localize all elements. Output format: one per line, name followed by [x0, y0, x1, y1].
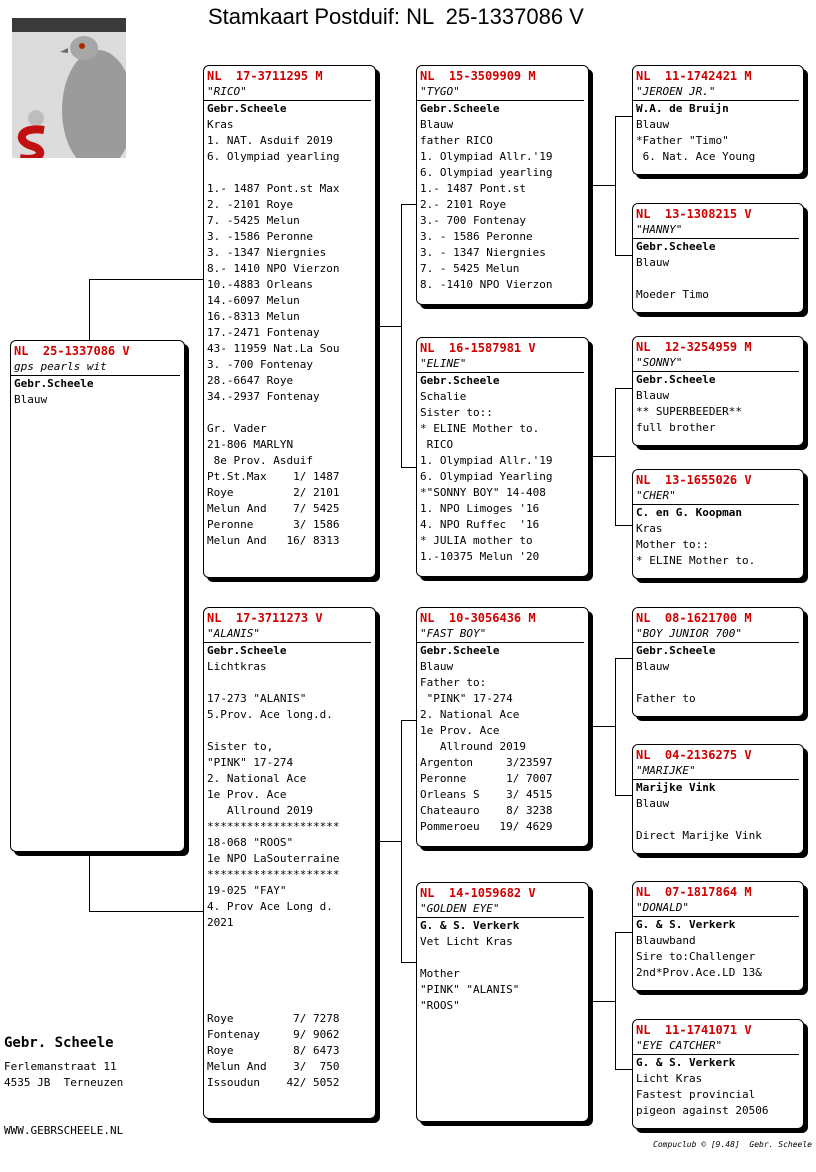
note-line: 2. -2101 Roye — [207, 198, 294, 211]
note-line: ******************** — [207, 820, 340, 833]
connector-line — [591, 185, 616, 186]
note-line: Blauw — [636, 256, 670, 269]
note-line: * ELINE Mother to. — [420, 422, 540, 435]
note-line: Allround 2019 — [207, 804, 313, 817]
note-line: 6. Olympiad yearling — [420, 166, 553, 179]
sire-dam-dam-card — [632, 469, 804, 579]
pigeon-logo-icon — [12, 18, 126, 170]
connector-line — [591, 456, 616, 457]
note-line: 6. Olympiad yearling — [207, 150, 340, 163]
note-line: 1e NPO LaSouterraine — [207, 852, 340, 865]
note-line — [207, 723, 375, 739]
pigeon-name: "CHER" — [633, 489, 799, 505]
software-credit: Compuclub © [9.48] Gebr. Scheele — [653, 1140, 812, 1149]
note-line: Fontenay 9/ 9062 — [207, 1028, 340, 1041]
note-line: 1e Prov. Ace — [420, 724, 500, 737]
dam-sire-card — [416, 607, 589, 847]
note-line: 1.- 1487 Pont.st Max — [207, 182, 340, 195]
note-line: Blauw — [636, 389, 670, 402]
note-line: Sister to, — [207, 740, 274, 753]
note-line: 2nd*Prov.Ace.LD 13& — [636, 966, 762, 979]
club-logo — [12, 18, 126, 170]
pigeon-notes — [204, 117, 375, 549]
note-line: Roye 7/ 7278 — [207, 1012, 340, 1025]
note-line: 17.-2471 Fontenay — [207, 326, 320, 339]
note-line: 3. - 1586 Peronne — [420, 230, 533, 243]
connector-line — [615, 525, 633, 526]
ring-number: NL 12-3254959 M — [636, 340, 752, 354]
note-line: 2021 — [207, 916, 234, 929]
ring-number: NL 04-2136275 V — [636, 748, 752, 762]
connector-line — [378, 326, 402, 327]
connector-line — [89, 911, 204, 912]
note-line: Peronne 3/ 1586 — [207, 518, 340, 531]
note-line: Blauw — [636, 660, 670, 673]
ring-number: NL 11-1741071 V — [636, 1023, 752, 1037]
note-line: Blauw — [420, 118, 454, 131]
note-line: Mother to:: — [636, 538, 709, 551]
dam-sire-sire-card — [632, 607, 804, 717]
note-line: 17-273 "ALANIS" — [207, 692, 307, 705]
note-line — [207, 675, 375, 691]
note-line: 2. National Ace — [420, 708, 520, 721]
note-line: Orleans S 3/ 4515 — [420, 788, 553, 801]
dam-card — [203, 607, 376, 1119]
ring-number: NL 15-3509909 M — [420, 69, 536, 83]
note-line: Blauw — [14, 393, 48, 406]
connector-line — [591, 726, 616, 727]
connector-line — [615, 116, 633, 117]
note-line: 3. -1586 Peronne — [207, 230, 313, 243]
dam-dam-dam-card — [632, 1019, 804, 1129]
note-line: Father to — [636, 692, 696, 705]
breeder-name: Gebr.Scheele — [420, 644, 500, 657]
note-line: 2.- 2101 Roye — [420, 198, 507, 211]
note-line: 34.-2937 Fontenay — [207, 390, 320, 403]
sire-dam-sire-card — [632, 336, 804, 446]
pigeon-notes — [204, 659, 375, 1091]
note-line: 8e Prov. Asduif — [207, 454, 313, 467]
note-line: full brother — [636, 421, 716, 434]
note-line — [207, 165, 375, 181]
note-line: Roye 8/ 6473 — [207, 1044, 340, 1057]
note-line: Moeder Timo — [636, 288, 709, 301]
connector-line — [615, 388, 633, 389]
breeder-name: Gebr.Scheele — [207, 102, 287, 115]
note-line: Fastest provincial — [636, 1088, 756, 1101]
ring-number: NL 25-1337086 V — [14, 344, 130, 358]
breeder-name: Marijke Vink — [636, 781, 716, 794]
note-line: 21-806 MARLYN — [207, 438, 294, 451]
note-line: 7. -5425 Melun — [207, 214, 300, 227]
note-line: 3.- 700 Fontenay — [420, 214, 526, 227]
note-line: * ELINE Mother to. — [636, 554, 756, 567]
note-line: Sire to:Challenger — [636, 950, 756, 963]
breeder-name: Gebr.Scheele — [636, 644, 716, 657]
note-line: Issoudun 42/ 5052 — [207, 1076, 340, 1089]
pigeon-notes — [633, 388, 803, 436]
pigeon-name: "BOY JUNIOR 700" — [633, 627, 799, 643]
pigeon-notes — [417, 659, 588, 835]
sire-sire-card — [416, 65, 589, 305]
pigeon-notes — [633, 117, 803, 165]
note-line: Chateauro 8/ 3238 — [420, 804, 553, 817]
note-line: Licht Kras — [636, 1072, 703, 1085]
website-link[interactable]: WWW.GEBRSCHEELE.NL — [4, 1124, 124, 1137]
sire-sire-dam-card — [632, 203, 804, 313]
note-line: Mother — [420, 967, 460, 980]
note-line — [207, 405, 375, 421]
ring-number: NL 08-1621700 M — [636, 611, 752, 625]
connector-line — [591, 1001, 616, 1002]
note-line: 1.-10375 Melun '20 — [420, 550, 540, 563]
note-line — [207, 947, 375, 963]
note-line: 43- 11959 Nat.La Sou — [207, 342, 340, 355]
connector-line — [615, 795, 633, 796]
connector-line — [378, 841, 402, 842]
note-line: Pommeroeu 19/ 4629 — [420, 820, 553, 833]
ring-number: NL 17-3711273 V — [207, 611, 323, 625]
note-line: 14.-6097 Melun — [207, 294, 300, 307]
ring-number: NL 16-1587981 V — [420, 341, 536, 355]
note-line: father RICO — [420, 134, 493, 147]
note-line: Gr. Vader — [207, 422, 267, 435]
note-line — [636, 271, 803, 287]
note-line: Schalie — [420, 390, 467, 403]
note-line: Vet Licht Kras — [420, 935, 513, 948]
note-line: ******************** — [207, 868, 340, 881]
dam-dam-card — [416, 882, 589, 1122]
note-line — [207, 931, 375, 947]
owner-name: Gebr. Scheele — [4, 1035, 114, 1051]
connector-line — [89, 279, 90, 341]
note-line: Father to: — [420, 676, 487, 689]
breeder-name: Gebr.Scheele — [14, 377, 94, 390]
connector-line — [401, 962, 417, 963]
pigeon-notes — [11, 392, 184, 408]
breeder-name: Gebr.Scheele — [420, 102, 500, 115]
note-line: Melun And 3/ 750 — [207, 1060, 340, 1073]
connector-line — [401, 204, 417, 205]
note-line — [420, 950, 588, 966]
connector-line — [615, 1069, 633, 1070]
dam-dam-sire-card — [632, 881, 804, 991]
pigeon-notes — [417, 389, 588, 565]
note-line: Kras — [207, 118, 234, 131]
pigeon-name: "RICO" — [204, 85, 371, 101]
note-line: 7. - 5425 Melun — [420, 262, 520, 275]
pigeon-notes — [633, 1071, 803, 1119]
page-title: Stamkaart Postduif: NL 25-1337086 V — [208, 4, 584, 29]
note-line: 3. -1347 Niergnies — [207, 246, 327, 259]
note-line — [636, 675, 803, 691]
note-line: 1.- 1487 Pont.st — [420, 182, 526, 195]
pigeon-name: "SONNY" — [633, 356, 799, 372]
note-line: ** SUPERBEEDER** — [636, 405, 742, 418]
note-line: 5.Prov. Ace long.d. — [207, 708, 333, 721]
note-line: Roye 2/ 2101 — [207, 486, 340, 499]
dam-sire-dam-card — [632, 744, 804, 854]
connector-line — [401, 204, 402, 467]
pigeon-notes — [417, 117, 588, 293]
breeder-name: Gebr.Scheele — [420, 374, 500, 387]
subject-pigeon-card — [10, 340, 185, 852]
note-line: Pt.St.Max 1/ 1487 — [207, 470, 340, 483]
note-line — [207, 963, 375, 979]
breeder-name: W.A. de Bruijn — [636, 102, 729, 115]
pigeon-name: "ELINE" — [417, 357, 584, 373]
note-line — [207, 995, 375, 1011]
note-line: 1. Olympiad Allr.'19 — [420, 150, 553, 163]
note-line: 1. NAT. Asduif 2019 — [207, 134, 333, 147]
breeder-name: G. & S. Verkerk — [636, 1056, 736, 1069]
note-line: Blauw — [420, 660, 454, 673]
note-line: 6. Nat. Ace Young — [636, 150, 756, 163]
pigeon-notes — [633, 521, 803, 569]
note-line: 8.- 1410 NPO Vierzon — [207, 262, 340, 275]
note-line: *Father "Timo" — [636, 134, 729, 147]
note-line: RICO — [420, 438, 454, 451]
note-line: 6. Olympiad Yearling — [420, 470, 553, 483]
pigeon-name: "MARIJKE" — [633, 764, 799, 780]
note-line: 16.-8313 Melun — [207, 310, 300, 323]
note-line: Blauwband — [636, 934, 696, 947]
note-line: * JULIA mother to — [420, 534, 533, 547]
note-line: Sister to:: — [420, 406, 493, 419]
ring-number: NL 13-1308215 V — [636, 207, 752, 221]
note-line: 28.-6647 Roye — [207, 374, 294, 387]
breeder-name: Gebr.Scheele — [636, 240, 716, 253]
pigeon-notes — [633, 255, 803, 303]
note-line: Blauw — [636, 797, 670, 810]
connector-line — [89, 279, 204, 280]
breeder-name: C. en G. Koopman — [636, 506, 742, 519]
connector-line — [89, 851, 90, 912]
ring-number: NL 07-1817864 M — [636, 885, 752, 899]
sire-card — [203, 65, 376, 578]
breeder-name: Gebr.Scheele — [207, 644, 287, 657]
note-line — [636, 812, 803, 828]
note-line: 3. - 1347 Niergnies — [420, 246, 546, 259]
note-line — [207, 979, 375, 995]
note-line: 1. Olympiad Allr.'19 — [420, 454, 553, 467]
note-line: Argenton 3/23597 — [420, 756, 553, 769]
owner-address-street: Ferlemanstraat 11 — [4, 1060, 117, 1073]
ring-number: NL 17-3711295 M — [207, 69, 323, 83]
note-line: "PINK" 17-274 — [420, 692, 513, 705]
connector-line — [401, 467, 417, 468]
pigeon-name: "EYE CATCHER" — [633, 1039, 799, 1055]
pigeon-name: "TYGO" — [417, 85, 584, 101]
owner-address-city: 4535 JB Terneuzen — [4, 1076, 124, 1089]
note-line: 1. NPO Limoges '16 — [420, 502, 540, 515]
pigeon-name: "FAST BOY" — [417, 627, 584, 643]
breeder-name: G. & S. Verkerk — [420, 919, 520, 932]
note-line: Direct Marijke Vink — [636, 829, 762, 842]
ring-number: NL 11-1742421 M — [636, 69, 752, 83]
note-line: pigeon against 20506 — [636, 1104, 769, 1117]
pigeon-notes — [633, 933, 803, 981]
connector-line — [615, 255, 633, 256]
pigeon-name: "HANNY" — [633, 223, 799, 239]
ring-number: NL 13-1655026 V — [636, 473, 752, 487]
pigeon-notes — [417, 934, 588, 1014]
pigeon-name: "DONALD" — [633, 901, 799, 917]
note-line: Blauw — [636, 118, 670, 131]
note-line: 2. National Ace — [207, 772, 307, 785]
note-line: *"SONNY BOY" 14-408 — [420, 486, 546, 499]
note-line: 1e Prov. Ace — [207, 788, 287, 801]
sire-dam-card — [416, 337, 589, 577]
sire-sire-sire-card — [632, 65, 804, 175]
ring-number: NL 14-1059682 V — [420, 886, 536, 900]
pigeon-name: "JEROEN JR." — [633, 85, 799, 101]
note-line: Kras — [636, 522, 663, 535]
note-line: 10.-4883 Orleans — [207, 278, 313, 291]
note-line: 4. Prov Ace Long d. — [207, 900, 333, 913]
connector-line — [615, 932, 633, 933]
pigeon-name: gps pearls wit — [11, 360, 180, 376]
ring-number: NL 10-3056436 M — [420, 611, 536, 625]
note-line: "ROOS" — [420, 999, 460, 1012]
note-line: 8. -1410 NPO Vierzon — [420, 278, 553, 291]
pigeon-name: "ALANIS" — [204, 627, 371, 643]
breeder-name: G. & S. Verkerk — [636, 918, 736, 931]
pigeon-notes — [633, 659, 803, 707]
note-line: Peronne 1/ 7007 — [420, 772, 553, 785]
note-line: 18-068 "ROOS" — [207, 836, 294, 849]
pigeon-name: "GOLDEN EYE" — [417, 902, 584, 918]
connector-line — [401, 720, 417, 721]
note-line: 3. -700 Fontenay — [207, 358, 313, 371]
note-line: Allround 2019 — [420, 740, 526, 753]
note-line: "PINK" "ALANIS" — [420, 983, 520, 996]
note-line: Melun And 16/ 8313 — [207, 534, 340, 547]
pigeon-notes — [633, 796, 803, 844]
breeder-name: Gebr.Scheele — [636, 373, 716, 386]
note-line: 19-025 "FAY" — [207, 884, 287, 897]
note-line: "PINK" 17-274 — [207, 756, 294, 769]
note-line: Lichtkras — [207, 660, 267, 673]
connector-line — [615, 658, 633, 659]
note-line: 4. NPO Ruffec '16 — [420, 518, 540, 531]
note-line: Melun And 7/ 5425 — [207, 502, 340, 515]
